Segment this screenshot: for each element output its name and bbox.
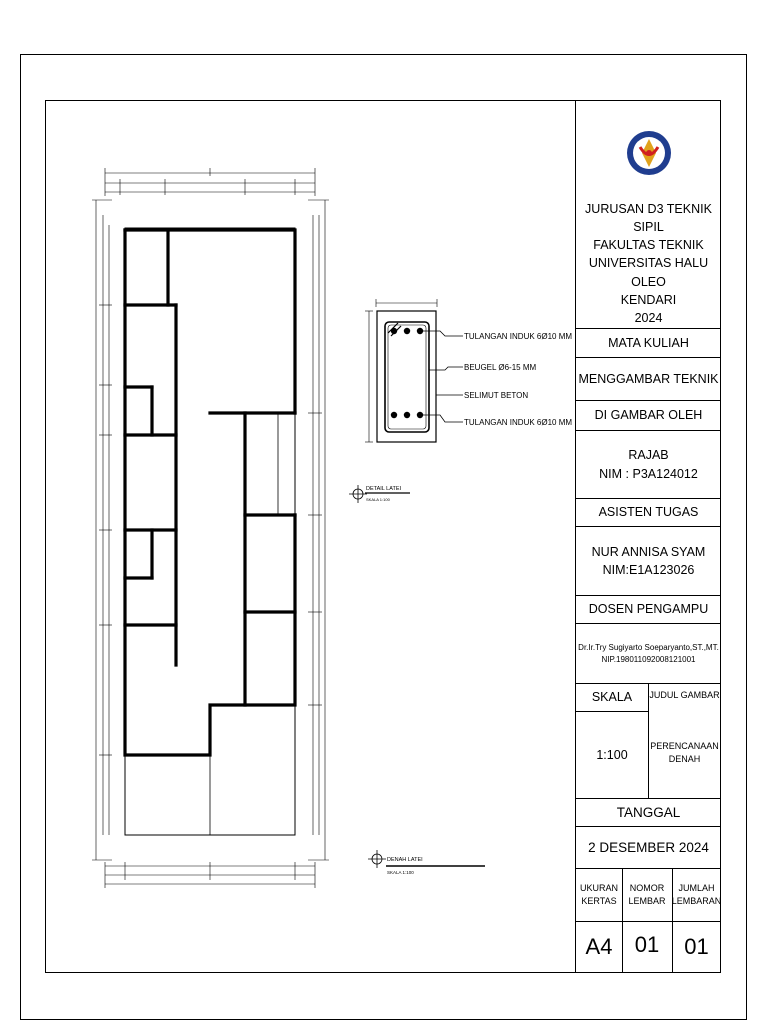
judul-label: JUDUL GAMBAR [649, 689, 720, 700]
dosen-nip: NIP.198011092008121001 [601, 654, 696, 664]
asisten-block [576, 527, 721, 596]
jumlah-label-line: JUMLAH [678, 883, 715, 894]
plan-scale: SKALA 1:100 [387, 870, 414, 875]
detail-title: DETAIL LATEI [366, 486, 402, 492]
detail-label-main-rebar-bottom: TULANGAN INDUK 6Ø10 MM [464, 418, 573, 427]
ukuran-label-line: UKURAN [579, 883, 618, 894]
university-seal-icon [626, 120, 672, 186]
judul-value [648, 706, 721, 799]
ukuran-label [576, 869, 622, 921]
jumlah-label-line: LEMBARAN [671, 896, 722, 906]
detail-scale: SKALA 1:100 [366, 497, 390, 502]
nomor-label-line: NOMOR [629, 883, 665, 894]
nomor-label-line: LEMBAR [628, 896, 666, 906]
latei-section-detail [365, 299, 437, 442]
skala-value: 1:100 [596, 747, 628, 762]
detail-label-concrete-cover: SELIMUT BETON [464, 391, 529, 400]
digambar-nim: NIM : P3A124012 [599, 466, 698, 481]
mata-kuliah-value: MENGGAMBAR TEKNIK [576, 358, 721, 401]
jumlah-label [672, 869, 721, 921]
digambar-label: DI GAMBAR OLEH [576, 401, 721, 431]
tanggal-label: TANGGAL [576, 799, 721, 827]
asisten-name: NUR ANNISA SYAM [591, 544, 706, 559]
dosen-block [576, 624, 721, 684]
institution-line: UNIVERSITAS HALU OLEO [588, 256, 709, 289]
nomor-value: 01 [634, 932, 660, 957]
title-block [575, 100, 721, 973]
asisten-nim: NIM:E1A123026 [602, 563, 695, 577]
judul-value-line: DENAH [668, 753, 701, 764]
dosen-name: Dr.Ir.Try Sugiyarto Soeparyanto,ST.,MT. [578, 643, 719, 653]
bottom-dimension-lines [105, 862, 315, 888]
digambar-block [576, 431, 721, 499]
jumlah-value: 01 [684, 934, 709, 959]
top-dimension-lines [105, 168, 315, 196]
plan-title: DENAH LATEI [387, 857, 423, 863]
latei-beams [125, 230, 295, 755]
ukuran-value: A4 [585, 934, 613, 959]
institution-line: FAKULTAS TEKNIK [593, 238, 704, 253]
tanggal-value: 2 DESEMBER 2024 [576, 827, 721, 869]
left-dimension-lines [92, 200, 112, 860]
ukuran-label-line: KERTAS [581, 896, 617, 906]
dosen-label: DOSEN PENGAMPU [576, 596, 721, 624]
sheet-info-section [576, 869, 721, 973]
rebar-dots [391, 328, 423, 418]
institution-line: KENDARI [620, 292, 677, 307]
mata-kuliah-label: MATA KULIAH [576, 329, 721, 358]
skala-label: SKALA [576, 684, 648, 712]
right-dimension-lines [308, 200, 329, 860]
detail-label-stirrup: BEUGEL Ø6-15 MM [464, 363, 537, 372]
digambar-name: RAJAB [628, 448, 669, 463]
nomor-label [622, 869, 672, 921]
institution-line: 2024 [634, 310, 663, 325]
plan-title-symbol [368, 850, 485, 868]
institution-header [576, 100, 721, 329]
skala-judul-section [576, 684, 721, 799]
institution-line: JURUSAN D3 TEKNIK SIPIL [585, 202, 712, 235]
detail-label-main-rebar-top: TULANGAN INDUK 6Ø10 MM [464, 332, 573, 341]
asisten-label: ASISTEN TUGAS [576, 499, 721, 527]
judul-value-line: PERENCANAAN [650, 740, 719, 751]
